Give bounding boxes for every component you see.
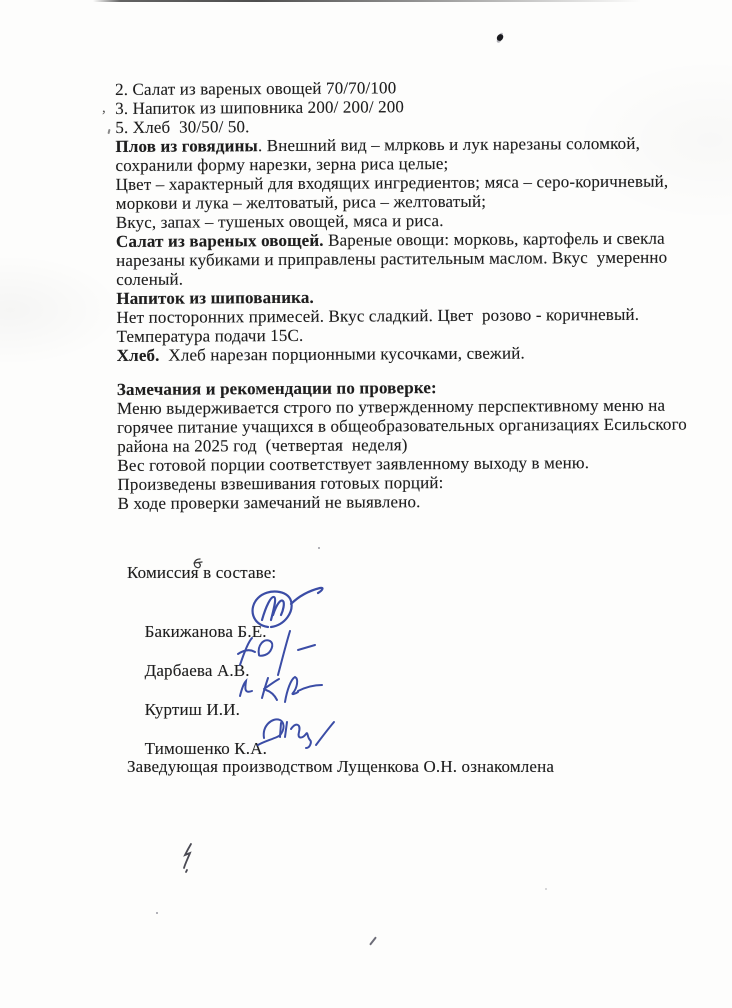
commission-member-row	[127, 602, 267, 641]
ink-blot-artifact	[496, 33, 504, 42]
line-regular-text: Меню выдерживается строго по утвержденному перспективному меню на	[116, 395, 666, 418]
document-body	[115, 76, 718, 513]
line-regular-text: . Внешний вид – млрковь и лук нарезаны соломкой,	[257, 133, 641, 156]
line-regular-text: Вес готовой порции соответствует заявленному выходу в меню.	[117, 453, 590, 475]
scan-edge-artifact	[93, 0, 641, 2]
text-line	[117, 414, 717, 437]
pen-squiggle-artifact	[179, 842, 197, 874]
line-regular-text: нарезаны кубиками и приправлены растительным маслом. Вкус умеренно	[116, 247, 668, 270]
line-regular-text: 5. Хлеб 30/50/ 50.	[115, 117, 250, 137]
line-regular-text: В ходе проверки замечаний не выявлено.	[117, 492, 421, 513]
line-regular-text: Нет посторонних примесей. Вкус сладкий. Цвет розово - коричневый.	[116, 304, 640, 327]
text-line	[116, 304, 716, 327]
commission-member-row	[127, 680, 241, 719]
text-line	[118, 490, 718, 513]
text-line	[116, 171, 716, 194]
dust-speck	[545, 888, 547, 890]
dust-speck	[318, 547, 320, 549]
member-name: Дарбаева А.В.	[144, 661, 250, 680]
acknowledgement-line: Заведующая производством Лущенкова О.Н. ознакомлена	[127, 757, 555, 776]
pen-slash-artifact	[369, 936, 377, 945]
stray-comma-artifact: ,	[102, 100, 106, 116]
commission-heading: Комиссия в составе:	[127, 563, 277, 582]
line-regular-text: Температура подачи 15С.	[116, 325, 304, 346]
text-line	[116, 247, 716, 270]
commission-member-row	[127, 719, 268, 758]
text-line	[115, 133, 715, 156]
member-name: Бакижанова Б.Е.	[144, 622, 267, 641]
line-regular-text: района на 2025 год (четвертая неделя)	[117, 435, 408, 456]
line-regular-text: Произведены взвешивания готовых порций:	[117, 473, 444, 494]
line-regular-text: Вкус, запах – тушеных овощей, мяса и риса.	[115, 210, 444, 232]
commission-member-row	[127, 641, 250, 680]
signature-timoshenko-icon	[250, 709, 370, 755]
text-line	[117, 342, 717, 365]
line-bold-text: Плов из говядины	[115, 136, 259, 156]
member-name: Тимошенко К.А.	[144, 739, 268, 758]
line-regular-text: сохранили форму нарезки, зерна риса целые;	[115, 153, 449, 175]
line-regular-text: моркови и лука – желтоватый, риса – желтоватый;	[115, 191, 487, 213]
line-regular-text: горячее питание учащихся в общеобразовательных организациях Есильского	[117, 414, 687, 437]
line-bold-text: Напиток из шипованика.	[116, 287, 314, 308]
member-name: Куртиш И.И.	[144, 700, 241, 719]
line-bold-text: Салат из вареных овощей.	[115, 230, 324, 251]
line-regular-text: Хлеб нарезан порционными кусочками, свежий.	[159, 343, 525, 365]
line-bold-text: Замечания и рекомендации по проверке:	[116, 378, 437, 399]
line-regular-text: соленый.	[116, 269, 184, 289]
signature-kurtish-icon	[232, 671, 332, 711]
line-regular-text: 2. Салат из вареных овощей 70/70/100	[115, 78, 397, 99]
line-regular-text: 3. Напиток из шиповника 200/ 200/ 200	[115, 97, 405, 118]
line-regular-text: Цвет – характерный для входящих ингредиентов; мяса – серо-коричневый,	[115, 171, 669, 194]
dust-speck	[156, 912, 158, 914]
line-bold-text: Хлеб.	[116, 345, 160, 365]
stray-tick-artifact	[107, 129, 110, 134]
line-regular-text: Вареные овощи: морковь, картофель и свекла	[323, 228, 665, 250]
